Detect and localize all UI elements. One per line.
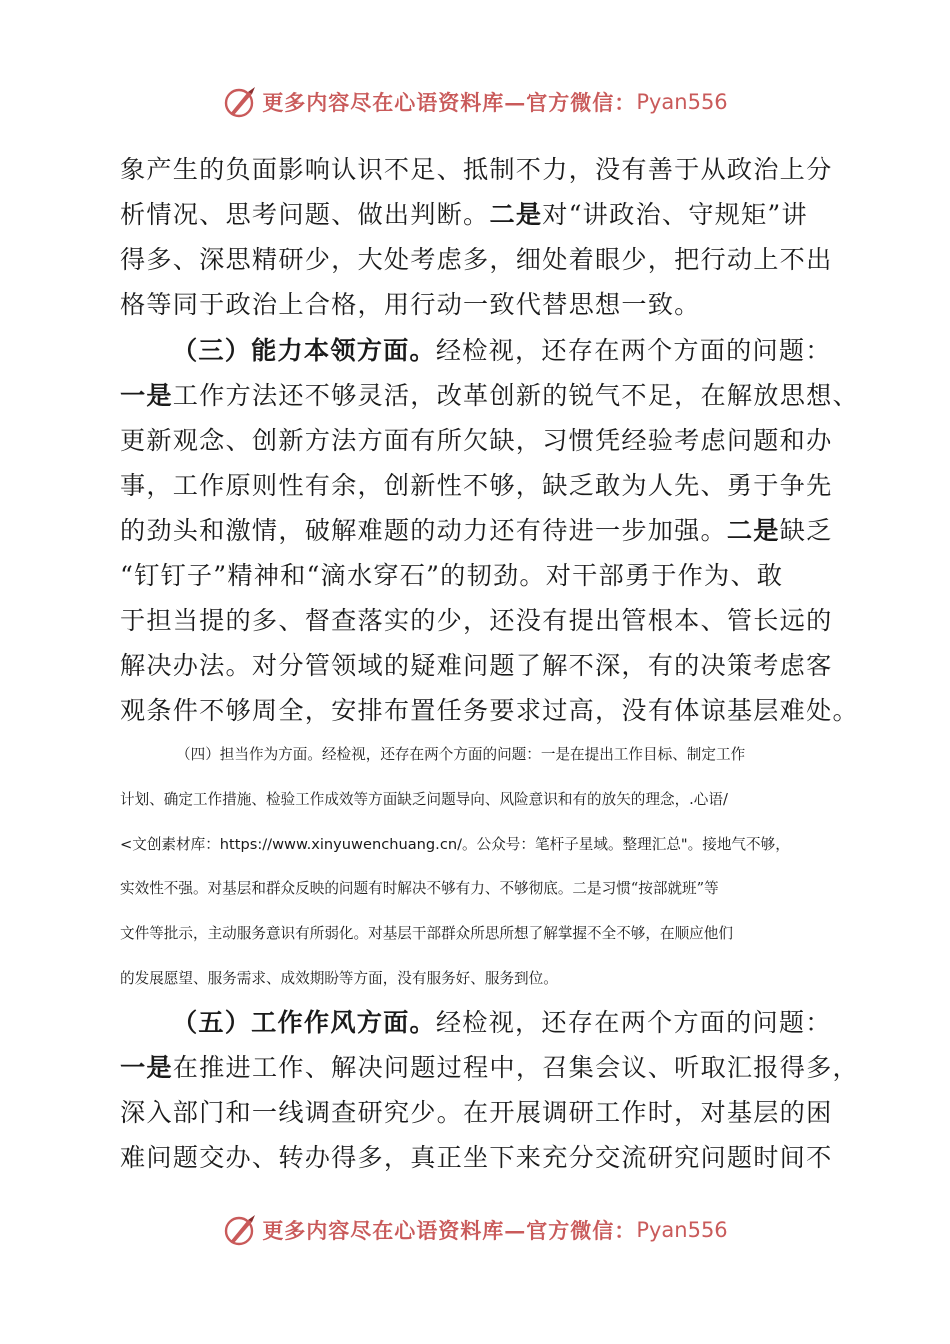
text-line (120, 192, 832, 237)
paragraph-political-awareness (120, 147, 832, 327)
banner-text: 更多内容尽在心语资料库—官方微信： (262, 1218, 637, 1243)
banner-wechat-handle: Pyan556 (636, 1218, 728, 1242)
text-line (120, 328, 832, 373)
text-segment: 析情况、思考问题、做出判断。 (120, 200, 490, 229)
text-line: 得多、深思精研少，大处考虑多，细处着眼少，把行动上不出 (120, 245, 833, 274)
text-line: 事，工作原则性有余，创新性不够，缺乏敢为人先、勇于争先 (120, 471, 833, 500)
text-line: 格等同于政治上合格，用行动一致代替思想一致。 (120, 290, 701, 319)
point-marker: 二是 (726, 515, 780, 545)
text-segment: 经检视，还存在两个方面的问题： (435, 1008, 832, 1037)
text-line: <文创素材库：https://www.xinyuwenchuang.cn/。公众号：笔杆子星域。整理汇总"。接地气不够， (120, 835, 790, 853)
text-line: 更新观念、创新方法方面有所欠缺，习惯凭经验考虑问题和办 (120, 426, 833, 455)
text-line: 象产生的负面影响认识不足、抵制不力，没有善于从政治上分 (120, 155, 833, 184)
text-line: 于担当提的多、督查落实的少，还没有提出管根本、管长远的 (120, 606, 833, 635)
section-heading: （五）工作作风方面。 (172, 1007, 436, 1037)
text-line: （四）担当作为方面。经检视，还存在两个方面的问题：一是在提出工作目标、制定工作 (176, 746, 746, 763)
point-marker: 一是 (120, 1052, 173, 1082)
quill-logo-icon (222, 1212, 258, 1248)
text-line: 观条件不够周全，安排布置任务要求过高，没有体谅基层难处。 (120, 696, 859, 725)
paragraph-ability-section (120, 328, 859, 733)
text-segment: 对“讲政治、守规矩”讲 (542, 200, 808, 229)
text-line: 解决办法。对分管领域的疑难问题了解不深，有的决策考虑客 (120, 651, 833, 680)
point-marker: 一是 (120, 380, 173, 410)
section-heading: （三）能力本领方面。 (172, 335, 436, 365)
text-line: “钉钉子”精神和“滴水穿石”的韧劲。对干部勇于作为、敢 (120, 561, 784, 590)
footer-watermark-banner (0, 1210, 950, 1250)
text-line (120, 508, 832, 553)
text-segment: 的劲头和激情，破解难题的动力还有待进一步加强。 (120, 516, 727, 545)
paragraph-work-style-section (120, 1000, 859, 1180)
text-segment: 工作方法还不够灵活，改革创新的锐气不足，在解放思想、 (172, 381, 859, 410)
text-line: 的发展愿望、服务需求、成效期盼等方面，没有服务好、服务到位。 (120, 969, 558, 987)
text-line: 深入部门和一线调查研究少。在开展调研工作时，对基层的困 (120, 1098, 833, 1127)
text-segment: 缺乏 (779, 516, 833, 545)
text-line (120, 1045, 859, 1090)
banner-text: 更多内容尽在心语资料库—官方微信： (262, 90, 637, 115)
text-segment: 经检视，还存在两个方面的问题： (435, 336, 832, 365)
text-line (120, 373, 859, 418)
text-line: 计划、确定工作措施、检验工作成效等方面缺乏问题导向、风险意识和有的放矢的理念，.心语/ (120, 790, 728, 808)
text-line (120, 1000, 832, 1045)
text-line: 文件等批示，主动服务意识有所弱化。对基层干部群众所思所想了解掌握不全不够，在顺应他们 (120, 925, 733, 943)
text-line: 难问题交办、转办得多，真正坐下来充分交流研究问题时间不 (120, 1143, 833, 1172)
paragraph-responsibility-section (120, 733, 832, 1002)
header-watermark-banner (0, 82, 950, 122)
point-marker: 二是 (489, 199, 543, 229)
banner-wechat-handle: Pyan556 (636, 90, 728, 114)
quill-logo-icon (222, 84, 258, 120)
text-segment: 在推进工作、解决问题过程中，召集会议、听取汇报得多， (172, 1053, 859, 1082)
text-line: 实效性不强。对基层和群众反映的问题有时解决不够有力、不够彻底。二是习惯“按部就班”等 (120, 880, 719, 898)
